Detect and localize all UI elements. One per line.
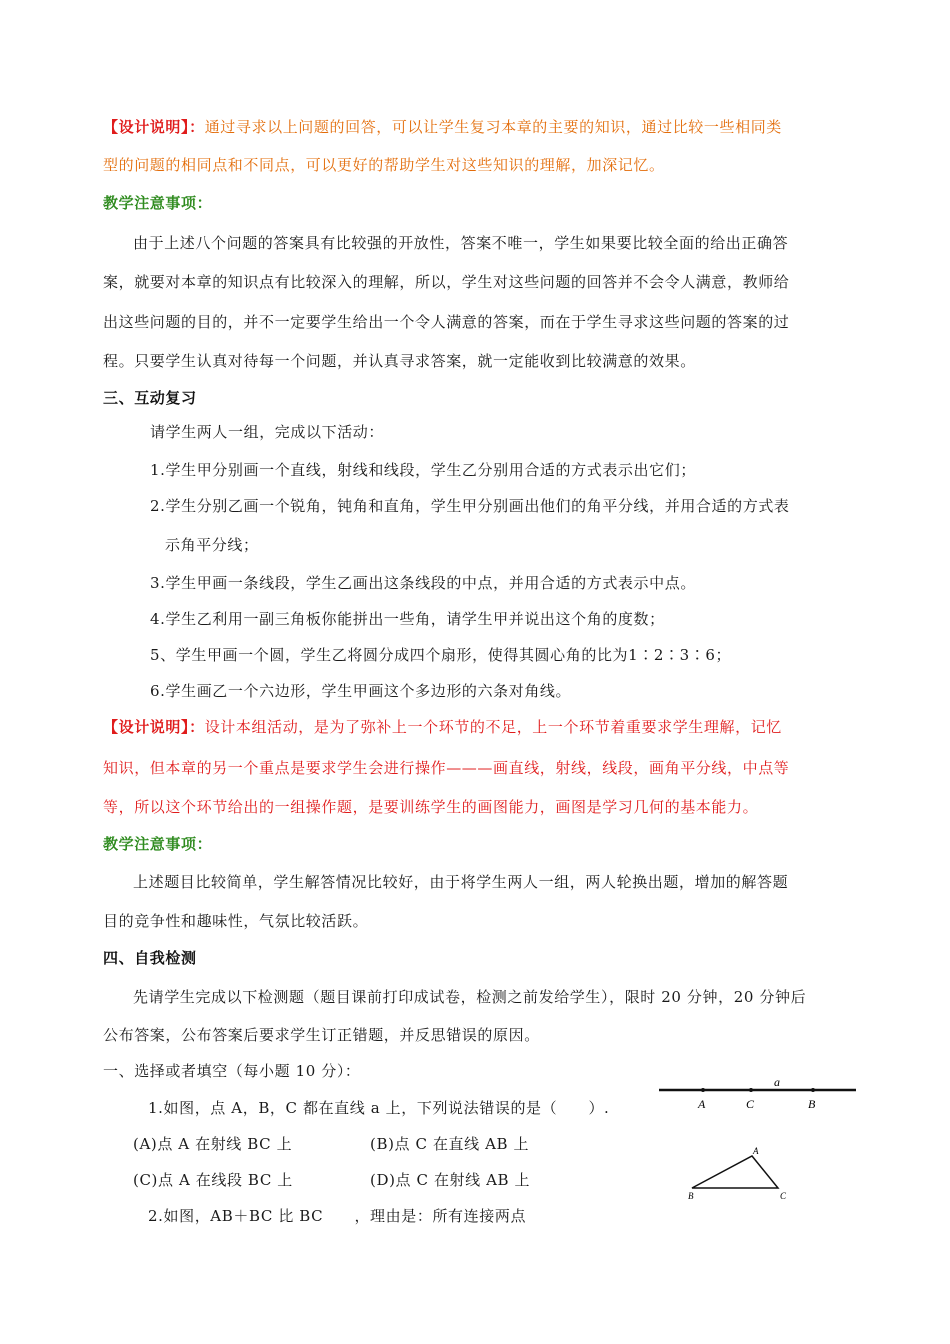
design-note-1-line-1: 【设计说明】：通过寻求以上问题的回答，可以让学生复习本章的主要的知识，通过比较一些相同类 [103,118,782,136]
question-1: 1.如图，点 A，B，C 都在直线 a 上，下列说法错误的是（ ）. [148,1099,610,1117]
point-b-dot [811,1088,815,1092]
section-3-intro: 请学生两人一组，完成以下活动： [150,423,385,441]
section-3-title: 三、互动复习 [103,389,197,407]
figure-triangle-abc [680,1140,800,1206]
design-note-2-line-1: 【设计说明】：设计本组活动，是为了弥补上一个环节的不足，上一个环节着重要求学生理解，记忆 [103,718,782,736]
triangle-point-b-label: B [688,1191,694,1201]
teaching-notes-2-title: 教学注意事项： [103,835,213,853]
teaching-notes-1-title: 教学注意事项： [103,194,213,212]
section-3-item-6: 6.学生画乙一个六边形，学生甲画这个多边形的六条对角线。 [150,682,572,700]
triangle-abc [692,1156,778,1188]
point-b-label: B [808,1097,816,1111]
design-note-2-tag: 【设计说明】： [103,718,205,736]
design-note-2-line-2: 知识，但本章的另一个重点是要求学生会进行操作———画直线，射线，线段，画角平分线，中点等 [103,759,790,777]
point-a-dot [701,1088,705,1092]
teaching-notes-1-line-3: 出这些问题的目的，并不一定要学生给出一个令人满意的答案，而在于学生寻求这些问题的答案的过 [103,313,790,331]
triangle-point-c-label: C [780,1191,787,1201]
figure-line-a [655,1076,860,1116]
question-2: 2.如图，AB＋BC 比 BC ，理由是：所有连接两点 [148,1207,527,1225]
section-4-title: 四、自我检测 [103,949,197,967]
line-a-label: a [774,1076,780,1089]
design-note-2-line-3: 等，所以这个环节给出的一组操作题，是要训练学生的画图能力，画图是学习几何的基本能力。 [103,798,759,816]
point-a-label: A [698,1097,706,1111]
teaching-notes-2-line-2: 目的竞争性和趣味性，气氛比较活跃。 [103,912,369,930]
section-3-item-1: 1.学生甲分别画一个直线，射线和线段，学生乙分别用合适的方式表示出它们； [150,461,696,479]
section-3-item-2: 2.学生分别乙画一个锐角，钝角和直角，学生甲分别画出他们的角平分线，并用合适的方式表 [150,497,790,515]
teaching-notes-1-line-4: 程。只要学生认真对待每一个问题，并认真寻求答案，就一定能收到比较满意的效果。 [103,352,696,370]
teaching-notes-1-line-2: 案，就要对本章的知识点有比较深入的理解，所以，学生对这些问题的回答并不会令人满意，教师给 [103,273,790,291]
section-3-item-3: 3.学生甲画一条线段，学生乙画出这条线段的中点，并用合适的方式表示中点。 [150,574,696,592]
point-c-label: C [746,1097,755,1111]
section-3-item-5: 5、学生甲画一个圆，学生乙将圆分成四个扇形，使得其圆心角的比为1∶2∶3∶6； [150,646,732,664]
section-3-item-4: 4.学生乙利用一副三角板你能拼出一些角，请学生甲并说出这个角的度数； [150,610,665,628]
point-c-dot [749,1088,753,1092]
question-1-option-a: (A)点 A 在射线 BC 上 [133,1135,293,1153]
section-4-line-1: 先请学生完成以下检测题（题目课前打印成试卷，检测之前发给学生），限时 20 分钟，20 分钟后 [133,988,807,1006]
question-1-option-d: (D)点 C 在射线 AB 上 [370,1171,531,1189]
triangle-point-a-label: A [753,1146,759,1156]
section-4-part-1: 一、选择或者填空（每小题 10 分）： [103,1062,361,1080]
question-1-option-b: (B)点 C 在直线 AB 上 [370,1135,530,1153]
section-4-line-2: 公布答案，公布答案后要求学生订正错题，并反思错误的原因。 [103,1026,540,1044]
teaching-notes-2-line-1: 上述题目比较简单，学生解答情况比较好，由于将学生两人一组，两人轮换出题，增加的解答题 [133,873,789,891]
design-note-1-tag: 【设计说明】： [103,118,205,136]
question-1-option-c: (C)点 A 在线段 BC 上 [133,1171,293,1189]
section-3-item-2-cont: 示角平分线； [165,536,259,554]
design-note-1-line-2: 型的问题的相同点和不同点，可以更好的帮助学生对这些知识的理解，加深记忆。 [103,156,665,174]
teaching-notes-1-line-1: 由于上述八个问题的答案具有比较强的开放性，答案不唯一，学生如果要比较全面的给出正确答 [133,234,789,252]
